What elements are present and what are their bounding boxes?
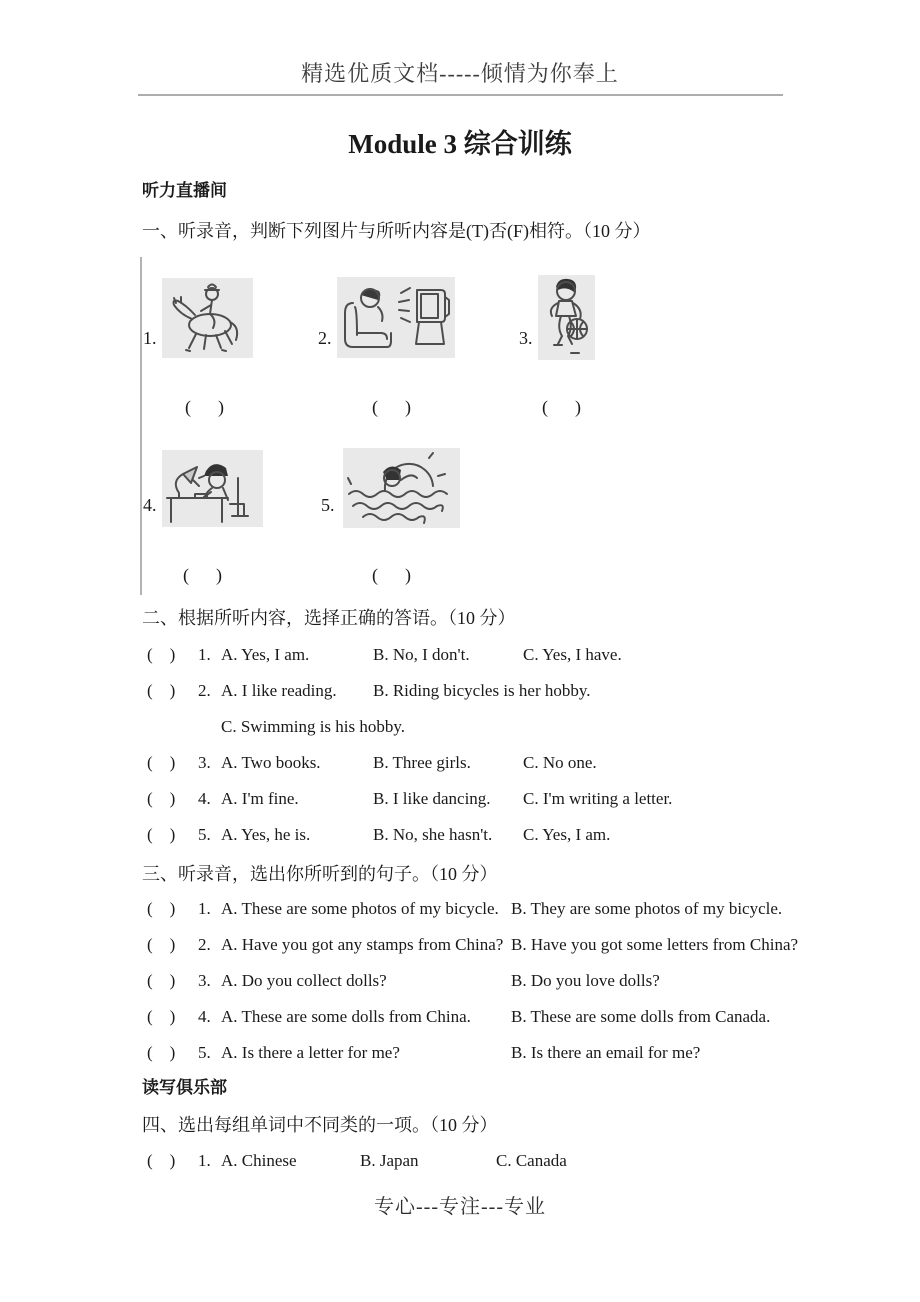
option-b: B. No, she hasn't.	[373, 825, 493, 844]
option-a: A. I'm fine.	[221, 789, 299, 808]
swimming-icon	[343, 448, 460, 528]
option-a: A. Chinese	[221, 1151, 297, 1170]
option-b: B. They are some photos of my bicycle.	[511, 899, 783, 918]
q4-instruction: 四、选出每组单词中不同类的一项。（10 分）	[142, 1115, 498, 1135]
answer-blank: ( )	[147, 899, 176, 918]
option-c: C. Swimming is his hobby.	[221, 717, 406, 736]
option-a: A. These are some dolls from China.	[221, 1007, 471, 1026]
q3-item-4	[0, 999, 920, 1035]
q2-item-2-continuation	[0, 709, 920, 745]
answer-blank: ( )	[147, 645, 176, 664]
q1-answer-blank-2: ( )	[372, 397, 411, 417]
option-b: B. Do you love dolls?	[511, 971, 660, 990]
q1-answer-blank-5: ( )	[372, 565, 411, 585]
picture-number-5: 5.	[321, 495, 335, 515]
answer-blank: ( )	[147, 789, 176, 808]
page-title: Module 3 综合训练	[348, 129, 572, 159]
item-number: 2.	[198, 935, 211, 954]
option-b: B. Is there an email for me?	[511, 1043, 701, 1062]
q2-instruction: 二、根据所听内容，选择正确的答语。（10 分）	[142, 608, 516, 628]
q2-item-2	[0, 673, 920, 709]
q2-item-5	[0, 817, 920, 853]
item-number: 1.	[198, 645, 211, 664]
option-b: B. Japan	[360, 1151, 419, 1170]
q1-instruction: 一、听录音，判断下列图片与所听内容是(T)否(F)相符。（10 分）	[142, 221, 651, 241]
option-b: B. Three girls.	[373, 753, 471, 772]
q1-answer-blank-1: ( )	[185, 397, 224, 417]
q4-item-1	[0, 1143, 920, 1179]
option-b: B. Riding bicycles is her hobby.	[373, 681, 591, 700]
q3-item-3	[0, 963, 920, 999]
answer-blank: ( )	[147, 1043, 176, 1062]
item-number: 5.	[198, 1043, 211, 1062]
picture-number-1: 1.	[143, 328, 157, 348]
option-c: C. Canada	[496, 1151, 567, 1170]
q2-item-4	[0, 781, 920, 817]
picture-horse-riding	[162, 278, 253, 358]
table-border-line	[140, 257, 142, 595]
option-c: C. Yes, I have.	[523, 645, 622, 664]
picture-number-2: 2.	[318, 328, 332, 348]
answer-blank: ( )	[147, 681, 176, 700]
answer-blank: ( )	[147, 971, 176, 990]
option-a: A. I like reading.	[221, 681, 337, 700]
item-number: 4.	[198, 789, 211, 808]
option-c: C. Yes, I am.	[523, 825, 611, 844]
q1-picture-block	[0, 257, 920, 595]
q3-instruction: 三、听录音，选出你所听到的句子。（10 分）	[142, 864, 498, 884]
horse-riding-icon	[162, 278, 253, 358]
answer-blank: ( )	[147, 1151, 176, 1170]
option-b: B. Have you got some letters from China?	[511, 935, 799, 954]
section-heading-listening: 听力直播间	[142, 181, 227, 200]
item-number: 5.	[198, 825, 211, 844]
q3-item-2	[0, 927, 920, 963]
q3-item-5	[0, 1035, 920, 1071]
item-number: 3.	[198, 753, 211, 772]
basketball-boy-icon	[538, 275, 595, 360]
answer-blank: ( )	[147, 1007, 176, 1026]
option-a: A. These are some photos of my bicycle.	[221, 899, 499, 918]
item-number: 3.	[198, 971, 211, 990]
item-number: 2.	[198, 681, 211, 700]
q1-answer-blank-4: ( )	[183, 565, 222, 585]
section-heading-reading-writing: 读写俱乐部	[142, 1078, 227, 1097]
option-a: A. Yes, I am.	[221, 645, 310, 664]
item-number: 1.	[198, 899, 211, 918]
answer-blank: ( )	[147, 825, 176, 844]
q2-item-1	[0, 637, 920, 673]
option-a: A. Yes, he is.	[221, 825, 311, 844]
option-b: B. These are some dolls from Canada.	[511, 1007, 771, 1026]
picture-writing-desk	[162, 450, 263, 527]
picture-basketball-boy	[538, 275, 595, 360]
footer-slogan: 专心---专注---专业	[374, 1196, 546, 1218]
picture-watching-tv	[337, 277, 455, 358]
answer-blank: ( )	[147, 935, 176, 954]
q1-answer-blank-3: ( )	[542, 397, 581, 417]
item-number: 1.	[198, 1151, 211, 1170]
header-notice: 精选优质文档-----倾情为你奉上	[301, 61, 619, 86]
option-a: A. Have you got any stamps from China?	[221, 935, 504, 954]
picture-number-3: 3.	[519, 328, 533, 348]
option-a: A. Do you collect dolls?	[221, 971, 387, 990]
option-c: C. I'm writing a letter.	[523, 789, 673, 808]
writing-desk-icon	[162, 450, 263, 527]
option-b: B. No, I don't.	[373, 645, 470, 664]
q3-item-1	[0, 891, 920, 927]
option-a: A. Is there a letter for me?	[221, 1043, 400, 1062]
option-a: A. Two books.	[221, 753, 321, 772]
option-b: B. I like dancing.	[373, 789, 491, 808]
option-c: C. No one.	[523, 753, 597, 772]
picture-number-4: 4.	[143, 495, 157, 515]
item-number: 4.	[198, 1007, 211, 1026]
answer-blank: ( )	[147, 753, 176, 772]
picture-swimming	[343, 448, 460, 528]
watching-tv-icon	[337, 277, 455, 358]
q2-item-3	[0, 745, 920, 781]
header-divider	[138, 94, 783, 96]
